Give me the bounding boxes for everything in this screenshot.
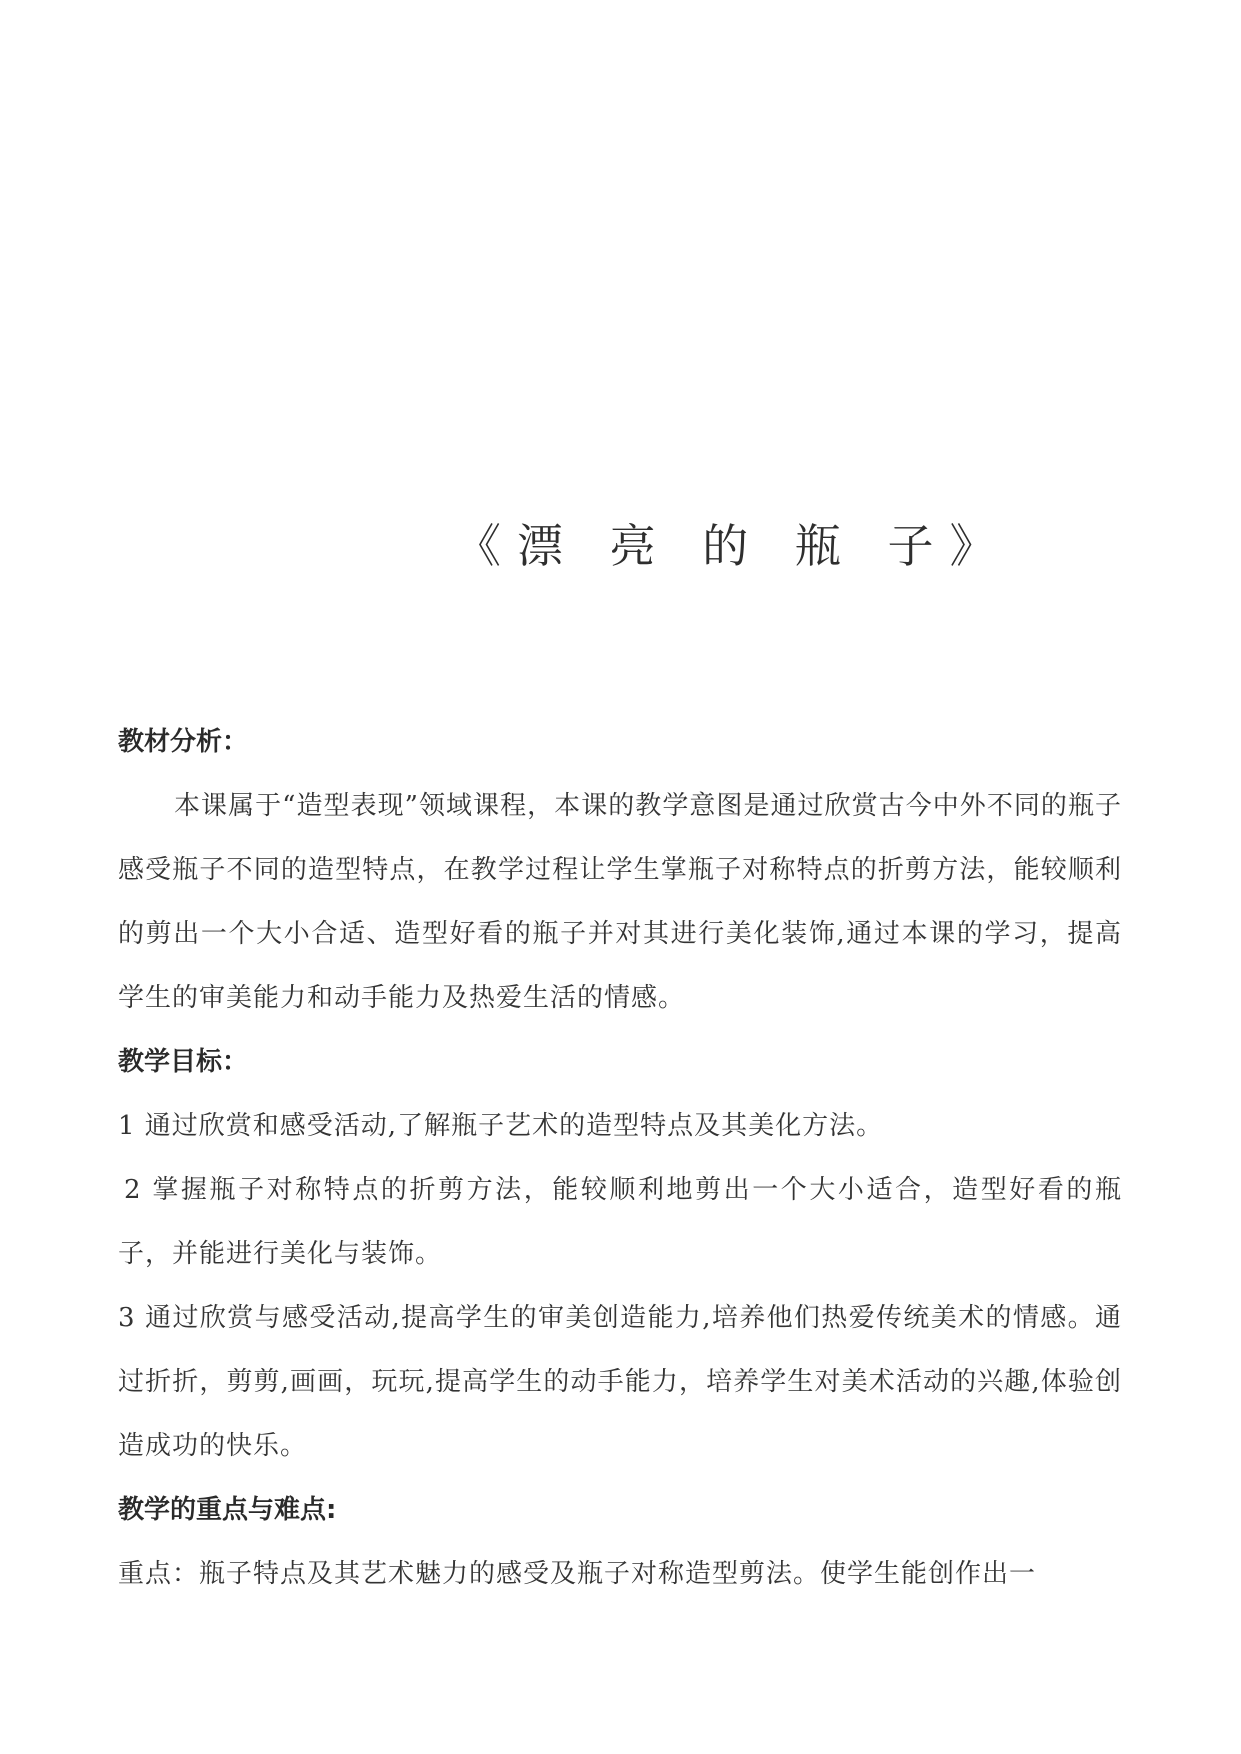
section-heading: 教材分析： bbox=[118, 727, 249, 757]
document-body bbox=[118, 710, 1122, 1606]
goal-item: 2 掌握瓶子对称特点的折剪方法，能较顺利地剪出一个大小适合，造型好看的瓶子，并能进行美化与装饰。 bbox=[118, 1175, 1122, 1269]
section-heading: 教学目标： bbox=[118, 1047, 249, 1077]
section-key-points bbox=[118, 1478, 1122, 1606]
section-material-analysis bbox=[118, 710, 1122, 1030]
goal-item: 3 通过欣赏与感受活动,提高学生的审美创造能力,培养他们热爱传统美术的情感。通过折折，剪剪,画画，玩玩,提高学生的动手能力，培养学生对美术活动的兴趣,体验创造成功的快乐。 bbox=[118, 1303, 1122, 1461]
paragraph: 本课属于“造型表现”领域课程，本课的教学意图是通过欣赏古今中外不同的瓶子感受瓶子不同的造型特点，在教学过程让学生掌瓶子对称特点的折剪方法，能较顺利的剪出一个大小合适、造型好看的瓶子并对其进行美化装饰,通过本课的学习，提高学生的审美能力和动手能力及热爱生活的情感。 bbox=[118, 791, 1122, 1013]
goal-item: 1 通过欣赏和感受活动,了解瓶子艺术的造型特点及其美化方法。 bbox=[118, 1111, 884, 1141]
paragraph: 重点：瓶子特点及其艺术魅力的感受及瓶子对称造型剪法。使学生能创作出一 bbox=[118, 1559, 1037, 1589]
section-heading: 教学的重点与难点: bbox=[118, 1495, 337, 1525]
section-teaching-goals bbox=[118, 1030, 1122, 1478]
document-title: 《漂 亮 的 瓶 子》 bbox=[455, 519, 1012, 573]
